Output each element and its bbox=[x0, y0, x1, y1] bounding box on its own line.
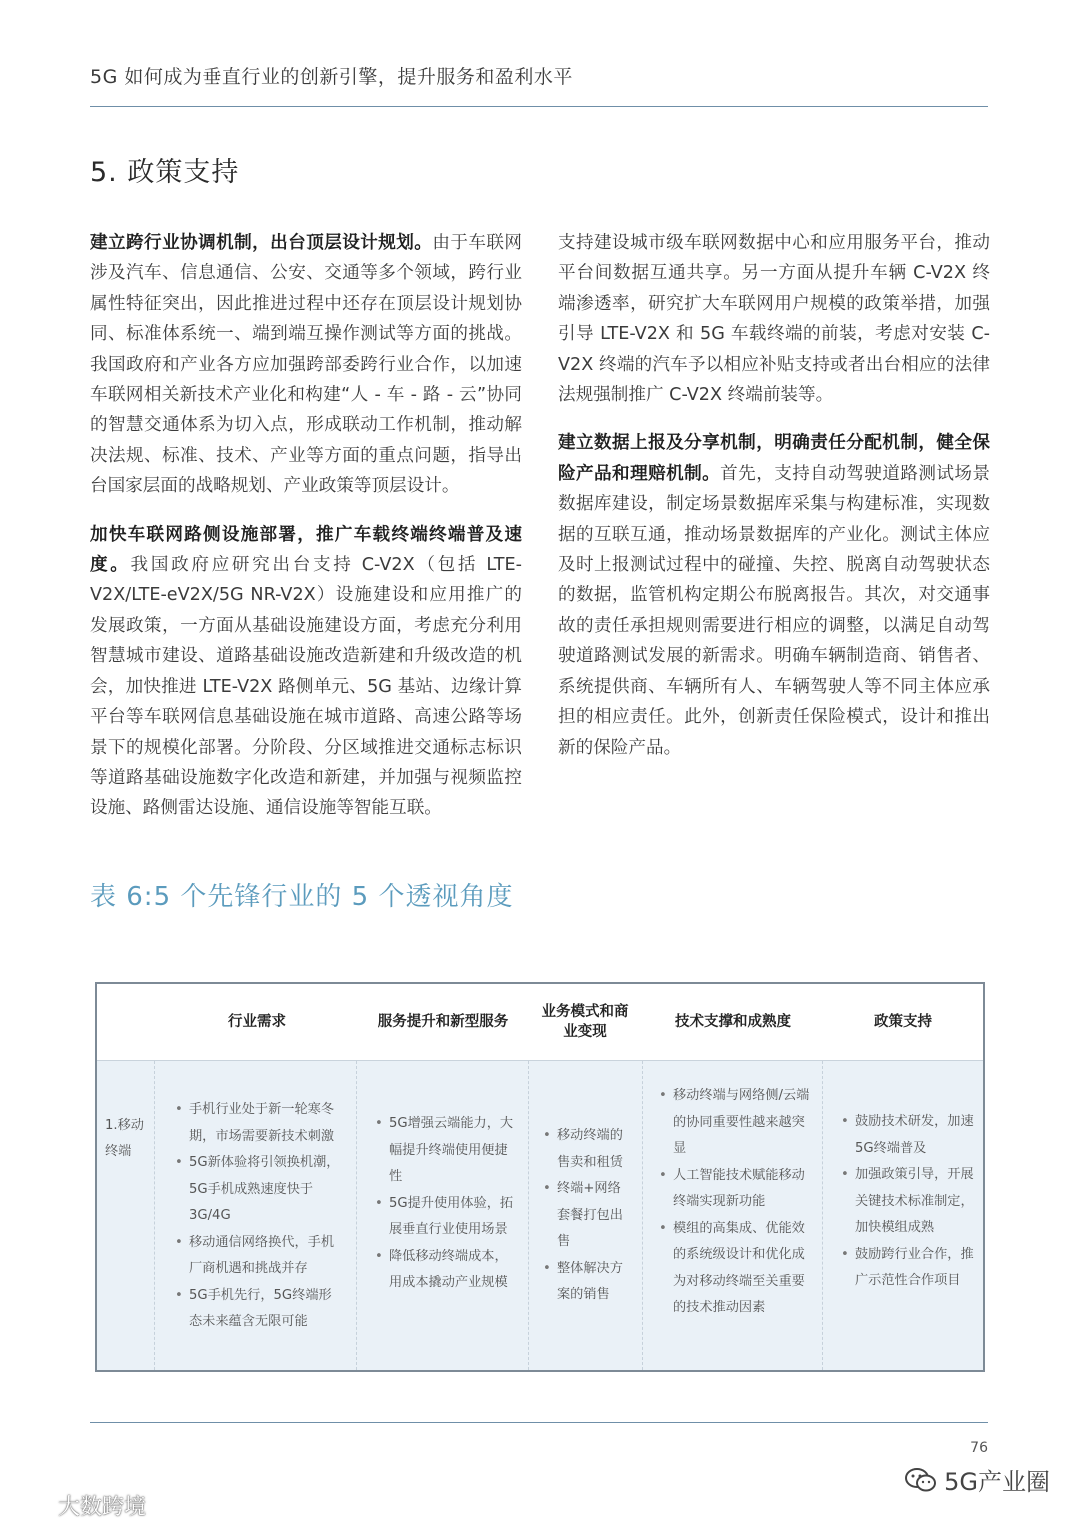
list-item: • 人工智能技术赋能移动终端实现新功能 bbox=[657, 1163, 812, 1216]
list-item: • 整体解决方案的销售 bbox=[541, 1256, 632, 1309]
list-item: • 鼓励技术研发，加速5G终端普及 bbox=[839, 1109, 975, 1162]
left-p1-body: 由于车联网涉及汽车、信息通信、公安、交通等多个领域，跨行业属性特征突出，因此推进过程中还存在顶层设计规划协同、标准体系统一、端到端互操作测试等方面的挑战。我国政府和产业各方应加强跨部委跨行业合作，以加速车联网相关新技术产业化和构建“人 - 车 - 路 - 云”协同的智慧交通体系为切入点，形成联动工作机制，推动解决法规、标准、技术、产业等方面的重点问题，指导出台国家层面的战略规划、产业政策等顶层设计。 bbox=[90, 233, 522, 497]
list-item: • 5G增强云端能力，大幅提升终端使用便捷性 bbox=[373, 1111, 518, 1191]
left-p2-lead: 加快车联网路侧设施部署，推广车载终端终端普及速度。 bbox=[90, 524, 522, 576]
table-caption: 表 6:5 个先锋行业的 5 个透视角度 bbox=[90, 882, 514, 912]
page-number: 76 bbox=[970, 1440, 988, 1456]
list-item: • 5G手机先行，5G终端形态未来蕴含无限可能 bbox=[173, 1283, 344, 1336]
list-item: • 5G新体验将引领换机潮，5G手机成熟速度快于3G/4G bbox=[173, 1150, 344, 1230]
right-p2-lead: 建立数据上报及分享机制，明确责任分配机制，健全保险产品和理赔机制。 bbox=[558, 433, 990, 484]
table-row bbox=[97, 1061, 983, 1370]
right-p1-body: 支持建设城市级车联网数据中心和应用服务平台，推动平台间数据互通共享。另一方面从提升车辆 C-V2X 终端渗透率，研究扩大车联网用户规模的政策举措，加强引导 LTE-V2X 和 5G 车载终端的前装，考虑对安装 C-V2X 终端的汽车予以相应补贴支持或者出台相应的法律法规强制推广 C-V2X 终端前装等。 bbox=[558, 233, 990, 406]
right-paragraph-2 bbox=[558, 428, 990, 762]
right-paragraph-1 bbox=[558, 228, 990, 410]
list-item: • 5G提升使用体验，拓展垂直行业使用场景 bbox=[373, 1191, 518, 1244]
logo-icon bbox=[8, 1493, 54, 1519]
perspective-table bbox=[95, 982, 985, 1372]
list-item: • 降低移动终端成本，用成本撬动产业规模 bbox=[373, 1244, 518, 1297]
watermark-5g-industry bbox=[904, 1462, 1050, 1497]
left-p2-body: 我国政府应研究出台支持 C-V2X（包括 LTE-V2X/LTE-eV2X/5G NR-V2X）设施建设和应用推广的发展政策，一方面从基础设施建设方面，考虑充分利用智慧城市建设、道路基础设施改造新建和升级改造的机会，加快推进 LTE-V2X 路侧单元、5G 基站、边缘计算平台等车联网信息基础设施在城市道路、高速公路等场景下的规模化部署。分阶段、分区域推进交通标志标识等道路基础设施数字化改造和新建，并加强与视频监控设施、路侧雷达设施、通信设施等智能互联。 bbox=[90, 555, 522, 819]
left-p1-lead: 建立跨行业协调机制，出台顶层设计规划。 bbox=[90, 233, 433, 253]
watermark-left-text: 大数跨境 bbox=[58, 1495, 147, 1520]
right-p2-body: 首先，支持自动驾驶道路测试场景数据库建设，制定场景数据库采集与构建标准，实现数据的互联互通，推动场景数据库的产业化。测试主体应及时上报测试过程中的碰撞、失控、脱离自动驾驶状态的数据，监管机构定期公布脱离报告。其次，对交通事故的责任承担规则需要进行相应的调整，以满足自动驾驶道路测试发展的新需求。明确车辆制造商、销售者、系统提供商、车辆所有人、车辆驾驶人等不同主体应承担的相应责任。此外，创新责任保险模式，设计和推出新的保险产品。 bbox=[558, 463, 990, 758]
right-column bbox=[558, 228, 990, 781]
header-divider bbox=[90, 106, 988, 107]
header-business-model: 业务模式和商业变现 bbox=[541, 1004, 629, 1040]
list-item: • 移动终端的售卖和租赁 bbox=[541, 1123, 632, 1176]
business-model-list bbox=[541, 1123, 632, 1309]
list-item: • 加强政策引导，开展关键技术标准制定，加快模组成熟 bbox=[839, 1162, 975, 1242]
header-title: 5G 如何成为垂直行业的创新引擎，提升服务和盈利水平 bbox=[90, 66, 573, 88]
cell-business-model bbox=[529, 1061, 643, 1370]
header-industry-demand: 行业需求 bbox=[228, 1014, 286, 1030]
header-service: 服务提升和新型服务 bbox=[377, 1014, 509, 1030]
list-item: • 模组的高集成、优能效的系统级设计和优化成为对移动终端至关重要的技术推动因素 bbox=[657, 1216, 812, 1322]
section-title: 5. 政策支持 bbox=[90, 157, 240, 188]
footer-divider bbox=[90, 1422, 988, 1423]
policy-list bbox=[839, 1109, 975, 1295]
row-label: 1.移动终端 bbox=[105, 1118, 144, 1159]
list-item: • 鼓励跨行业合作，推广示范性合作项目 bbox=[839, 1242, 975, 1295]
cell-service bbox=[357, 1061, 529, 1370]
service-list bbox=[373, 1111, 518, 1297]
cell-policy bbox=[823, 1061, 983, 1370]
industry-demand-list bbox=[173, 1097, 344, 1336]
watermark-cross-border bbox=[8, 1490, 146, 1521]
header-policy: 政策支持 bbox=[874, 1014, 932, 1030]
list-item: • 终端+网络套餐打包出售 bbox=[541, 1176, 632, 1256]
row-label-cell bbox=[97, 1061, 155, 1370]
cell-technology bbox=[643, 1061, 823, 1370]
cell-industry-demand bbox=[155, 1061, 357, 1370]
watermark-right-text: 5G产业圈 bbox=[944, 1468, 1050, 1496]
left-paragraph-2 bbox=[90, 520, 522, 824]
left-column bbox=[90, 228, 522, 842]
table-header-row bbox=[97, 984, 983, 1061]
list-item: • 移动通信网络换代，手机厂商机遇和挑战并存 bbox=[173, 1230, 344, 1283]
list-item: • 手机行业处于新一轮寒冬期，市场需要新技术刺激 bbox=[173, 1097, 344, 1150]
list-item: • 移动终端与网络侧/云端的协同重要性越来越突显 bbox=[657, 1083, 812, 1163]
header-technology: 技术支撑和成熟度 bbox=[675, 1014, 791, 1030]
wechat-icon bbox=[904, 1466, 938, 1494]
technology-list bbox=[657, 1083, 812, 1322]
left-paragraph-1 bbox=[90, 228, 522, 502]
